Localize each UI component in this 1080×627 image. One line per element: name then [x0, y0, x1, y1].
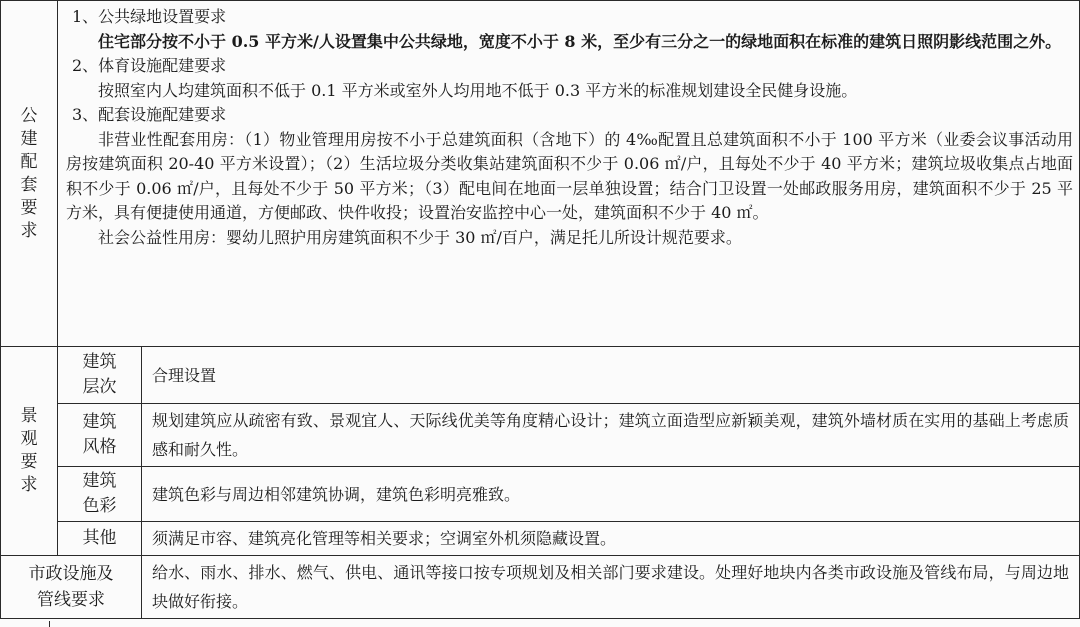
supporting-facilities-row [1, 1, 1080, 347]
landscape-sub-label: 建筑 风格 [58, 404, 142, 467]
municipal-label: 市政设施及 管线要求 [1, 556, 142, 619]
public-welfare-text: 社会公益性用房：婴幼儿照护用房建筑面积不少于 30 ㎡/百户，满足托儿所设计规范要求。 [98, 227, 742, 247]
landscape-row-style [1, 404, 1080, 467]
landscape-value: 合理设置 [142, 347, 1080, 404]
table-edge-line [49, 621, 50, 627]
landscape-row-level [1, 347, 1080, 404]
supporting-facilities-label: 公 建 配 套 要 求 [1, 1, 58, 347]
sports-heading: 2、体育设施配建要求 [72, 56, 227, 75]
municipal-value: 给水、雨水、排水、燃气、供电、通讯等接口按专项规划及相关部门要求建设。处理好地块内各类市政设施及管线布局，与周边地块做好衔接。 [142, 556, 1080, 619]
landscape-row-color [1, 467, 1080, 522]
landscape-sub-label: 建筑 层次 [58, 347, 142, 404]
landscape-sub-label: 其他 [58, 522, 142, 556]
green-space-heading: 1、公共绿地设置要求 [72, 7, 227, 26]
landscape-row-other [1, 522, 1080, 556]
landscape-value: 须满足市容、建筑亮化管理等相关要求；空调室外机须隐藏设置。 [142, 522, 1080, 556]
municipal-row [1, 556, 1080, 619]
facilities-text: 非营业性配套用房：（1）物业管理用房按不小于总建筑面积（含地下）的 4‰配置且总建筑面积不小于 100 平方米（业委会议事活动用房按建筑面积 20-40 平方米设置）；（2）生活垃圾分类收集站建筑面积不少于 0.06 ㎡/户，且每处不少于 40 平方米；建筑垃圾收集点占地面积不少于 0.06 ㎡/户，且每处不少于 50 平方米；（3）配电间在地面一层单独设置；结合门卫设置一处邮政服务用房，建筑面积不少于 25 平方米，具有便捷使用通道，方便邮政、快件收投；设置治安监控中心一处，建筑面积不少于 40 ㎡。 [66, 129, 1074, 222]
green-space-text: 住宅部分按不小于 0.5 平方米/人设置集中公共绿地，宽度不小于 8 米，至少有三分之一的绿地面积在标准的建筑日照阴影线范围之外。 [98, 31, 1062, 51]
landscape-sub-label: 建筑 色彩 [58, 467, 142, 522]
landscape-value: 建筑色彩与周边相邻建筑协调，建筑色彩明亮雅致。 [142, 467, 1080, 522]
facilities-heading: 3、配套设施配建要求 [72, 105, 227, 124]
sports-text: 按照室内人均建筑面积不低于 0.1 平方米或室外人均用地不低于 0.3 平方米的标准规划建设全民健身设施。 [98, 80, 858, 100]
supporting-facilities-content [58, 1, 1080, 347]
landscape-value: 规划建筑应从疏密有致、景观宜人、天际线优美等角度精心设计；建筑立面造型应新颖美观，建筑外墙材质在实用的基础上考虑质感和耐久性。 [142, 404, 1080, 467]
landscape-label: 景 观 要 求 [1, 347, 58, 556]
